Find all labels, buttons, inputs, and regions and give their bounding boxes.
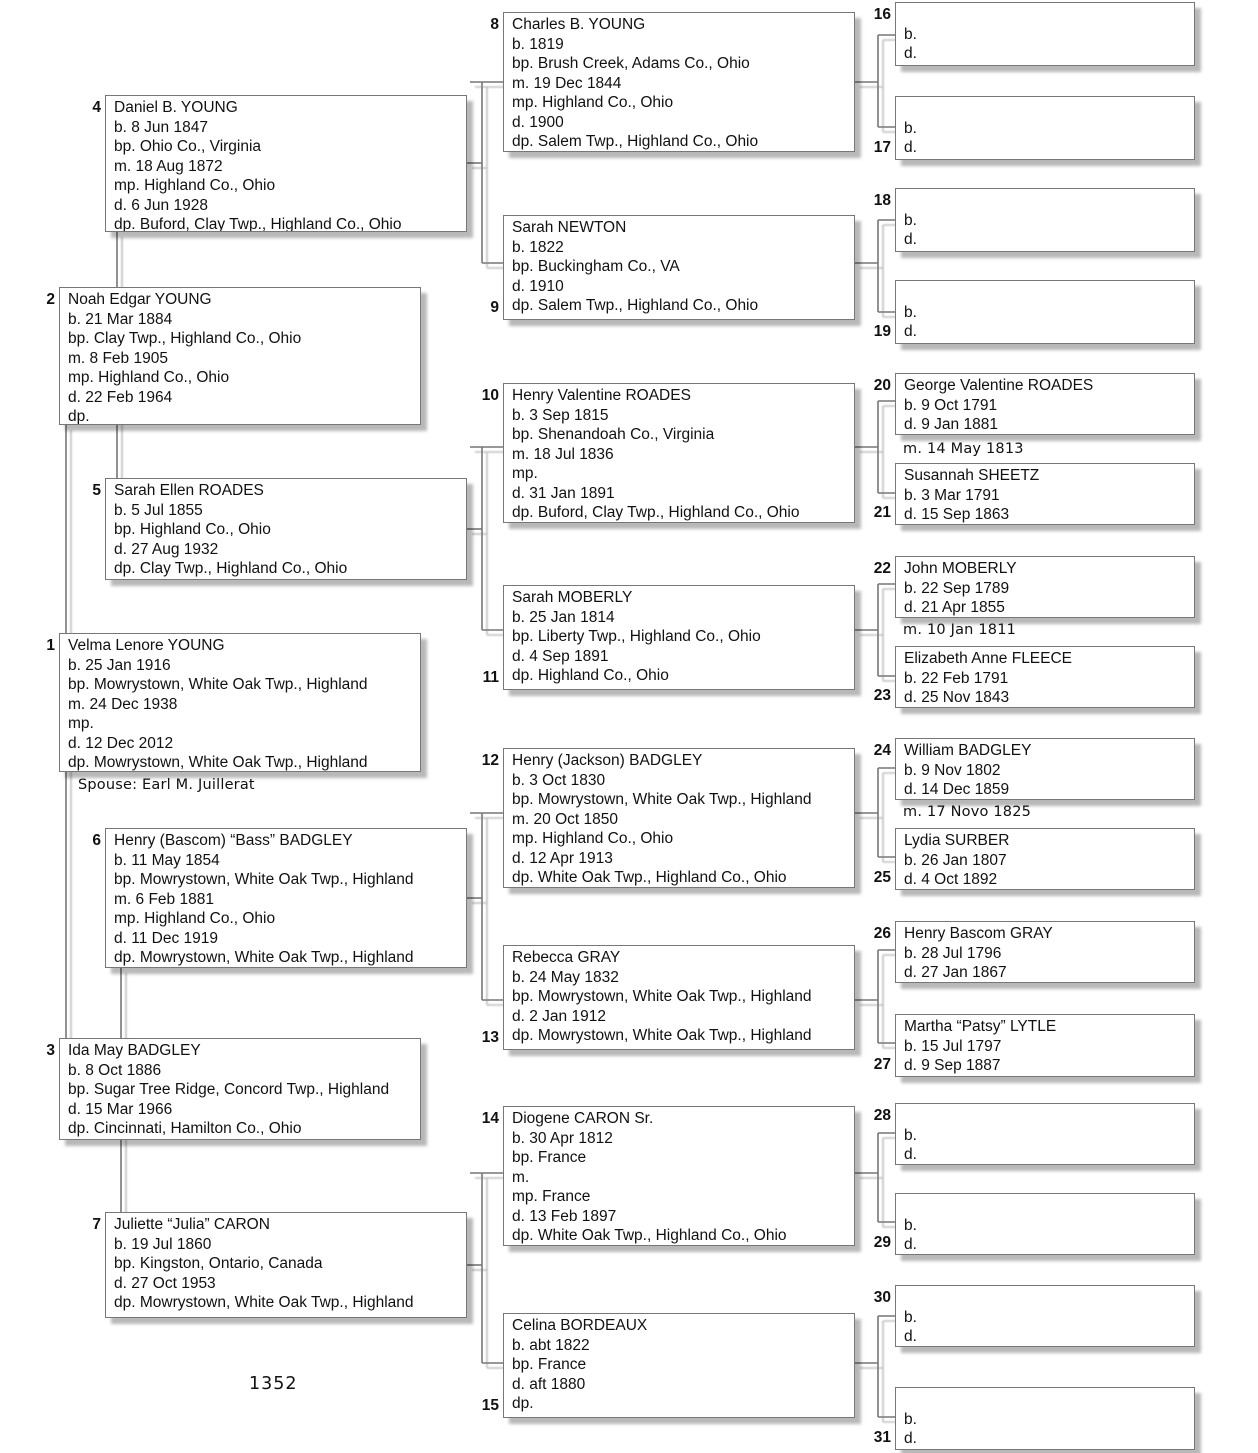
person-detail-line: d. 9 Sep 1887 bbox=[904, 1057, 1001, 1074]
person-detail-line: d. bbox=[904, 139, 917, 156]
person-number-18: 18 bbox=[873, 192, 891, 209]
person-detail-line: b. 9 Oct 1791 bbox=[904, 396, 998, 414]
person-detail-line: bp. France bbox=[512, 1356, 587, 1373]
person-number-13: 13 bbox=[481, 1029, 499, 1046]
person-detail-line: m. 8 Feb 1905 bbox=[68, 349, 168, 367]
marriage-date-label: m. 17 Novo 1825 bbox=[903, 804, 1032, 820]
person-detail-line: dp. Mowrystown, White Oak Twp., Highland bbox=[512, 1027, 812, 1044]
person-detail-line: mp. Highland Co., Ohio bbox=[512, 830, 674, 847]
person-detail-line: m. 6 Feb 1881 bbox=[114, 890, 214, 908]
person-name bbox=[904, 1390, 1188, 1410]
person-number-19: 19 bbox=[873, 323, 891, 340]
person-number-17: 17 bbox=[873, 139, 891, 156]
person-detail-line: d. bbox=[904, 323, 917, 340]
person-number-16: 16 bbox=[873, 6, 891, 23]
person-detail-line: b. 19 Jul 1860 bbox=[114, 1235, 212, 1253]
person-detail-line: m. 18 Jul 1836 bbox=[512, 445, 614, 463]
person-name: Daniel B. YOUNG bbox=[114, 99, 238, 116]
person-detail-line: dp. Buford, Clay Twp., Highland Co., Ohio bbox=[114, 216, 402, 232]
person-detail-line: d. 12 Dec 2012 bbox=[68, 734, 174, 752]
person-name: Diogene CARON Sr. bbox=[512, 1110, 654, 1127]
person-name: Elizabeth Anne FLEECE bbox=[904, 650, 1073, 667]
person-detail-line: dp. Clay Twp., Highland Co., Ohio bbox=[114, 560, 348, 577]
person-number-28: 28 bbox=[873, 1107, 891, 1124]
person-detail-line: b. 15 Jul 1797 bbox=[904, 1037, 1002, 1055]
person-detail-line: b. bbox=[904, 1308, 917, 1326]
person-number-22: 22 bbox=[873, 560, 891, 577]
person-name bbox=[904, 99, 1188, 119]
person-number-15: 15 bbox=[481, 1397, 499, 1414]
person-detail-line: m. bbox=[512, 1168, 530, 1186]
person-detail-line: d. 25 Nov 1843 bbox=[904, 689, 1010, 706]
person-detail-line: b. bbox=[904, 303, 917, 321]
person-detail-line: b. 26 Jan 1807 bbox=[904, 851, 1007, 869]
person-name: George Valentine ROADES bbox=[904, 377, 1094, 394]
person-name: Lydia SURBER bbox=[904, 832, 1010, 849]
person-detail-line: d. bbox=[904, 45, 917, 62]
person-detail-line: b. 28 Jul 1796 bbox=[904, 944, 1002, 962]
person-detail-line: dp. bbox=[68, 408, 90, 425]
person-box-22 bbox=[895, 556, 1195, 618]
person-detail-line: mp. Highland Co., Ohio bbox=[114, 177, 276, 194]
person-detail-line: b. bbox=[904, 1216, 917, 1234]
person-name: Noah Edgar YOUNG bbox=[68, 291, 212, 308]
person-detail-line: b. 11 May 1854 bbox=[114, 851, 220, 869]
person-detail-line: m. 20 Oct 1850 bbox=[512, 810, 618, 828]
person-detail-line: bp. Brush Creek, Adams Co., Ohio bbox=[512, 55, 750, 72]
person-box-20 bbox=[895, 373, 1195, 435]
person-name: Henry (Jackson) BADGLEY bbox=[512, 752, 703, 769]
person-number-30: 30 bbox=[873, 1289, 891, 1306]
person-detail-line: bp. Sugar Tree Ridge, Concord Twp., Highland bbox=[68, 1081, 390, 1098]
person-detail-line: dp. Buford, Clay Twp., Highland Co., Ohio bbox=[512, 504, 800, 521]
person-name: Sarah Ellen ROADES bbox=[114, 482, 264, 499]
person-name: Ida May BADGLEY bbox=[68, 1042, 201, 1059]
person-detail-line: d. 13 Feb 1897 bbox=[512, 1207, 617, 1225]
person-number-11: 11 bbox=[482, 669, 499, 686]
person-box-31 bbox=[895, 1387, 1195, 1450]
person-name bbox=[904, 1288, 1188, 1308]
person-detail-line: mp. France bbox=[512, 1188, 591, 1205]
person-detail-line: dp. bbox=[512, 1395, 534, 1412]
person-detail-line: d. 1910 bbox=[512, 277, 564, 295]
person-detail-line: d. bbox=[904, 1328, 917, 1345]
person-detail-line: b. 1822 bbox=[512, 238, 564, 256]
person-box-9 bbox=[503, 215, 855, 320]
person-name bbox=[904, 283, 1188, 303]
person-detail-line: m. 18 Aug 1872 bbox=[114, 157, 223, 175]
person-box-27 bbox=[895, 1014, 1195, 1077]
person-detail-line: dp. Highland Co., Ohio bbox=[512, 667, 669, 684]
person-detail-line: bp. Kingston, Ontario, Canada bbox=[114, 1255, 323, 1272]
person-detail-line: b. bbox=[904, 1410, 917, 1428]
person-detail-line: dp. Mowrystown, White Oak Twp., Highland bbox=[114, 1294, 414, 1311]
person-detail-line: b. 3 Mar 1791 bbox=[904, 486, 1000, 504]
person-box-18 bbox=[895, 188, 1195, 252]
person-name: Charles B. YOUNG bbox=[512, 16, 646, 33]
person-number-29: 29 bbox=[873, 1234, 891, 1251]
person-detail-line: dp. Cincinnati, Hamilton Co., Ohio bbox=[68, 1120, 302, 1137]
person-detail-line: b. bbox=[904, 211, 917, 229]
person-box-11 bbox=[503, 585, 855, 690]
person-box-28 bbox=[895, 1103, 1195, 1165]
person-detail-line: b. 30 Apr 1812 bbox=[512, 1129, 613, 1147]
person-box-24 bbox=[895, 738, 1195, 800]
person-detail-line: b. 8 Jun 1847 bbox=[114, 118, 208, 136]
person-name bbox=[904, 1106, 1188, 1126]
person-detail-line: dp. Mowrystown, White Oak Twp., Highland bbox=[114, 949, 414, 966]
person-number-4: 4 bbox=[92, 99, 101, 116]
person-detail-line: bp. France bbox=[512, 1149, 587, 1166]
person-detail-line: bp. Highland Co., Ohio bbox=[114, 521, 271, 538]
person-name: William BADGLEY bbox=[904, 742, 1032, 759]
person-detail-line: d. 31 Jan 1891 bbox=[512, 484, 615, 502]
person-box-2 bbox=[59, 287, 421, 425]
person-name: Martha “Patsy” LYTLE bbox=[904, 1018, 1057, 1035]
person-detail-line: mp. Highland Co., Ohio bbox=[512, 94, 674, 111]
person-box-7 bbox=[105, 1212, 467, 1318]
person-name: Henry (Bascom) “Bass” BADGLEY bbox=[114, 832, 353, 849]
person-detail-line: b. 3 Sep 1815 bbox=[512, 406, 609, 424]
person-detail-line: m. 24 Dec 1938 bbox=[68, 695, 178, 713]
person-number-12: 12 bbox=[481, 752, 499, 769]
person-box-4 bbox=[105, 95, 467, 232]
person-name: Juliette “Julia” CARON bbox=[114, 1216, 270, 1233]
page-number: 1352 bbox=[249, 1374, 298, 1394]
person-detail-line: b. 22 Feb 1791 bbox=[904, 669, 1009, 687]
person-detail-line: d. 21 Apr 1855 bbox=[904, 599, 1005, 616]
person-detail-line: b. abt 1822 bbox=[512, 1336, 590, 1354]
person-number-2: 2 bbox=[46, 291, 55, 308]
person-detail-line: b. 8 Oct 1886 bbox=[68, 1061, 162, 1079]
person-detail-line: d. bbox=[904, 1236, 917, 1253]
person-detail-line: d. 27 Aug 1932 bbox=[114, 540, 219, 558]
person-detail-line: bp. Mowrystown, White Oak Twp., Highland bbox=[114, 871, 414, 888]
person-name: Rebecca GRAY bbox=[512, 949, 621, 966]
person-number-7: 7 bbox=[92, 1216, 101, 1233]
person-detail-line: bp. Shenandoah Co., Virginia bbox=[512, 426, 715, 443]
person-detail-line: d. 6 Jun 1928 bbox=[114, 196, 208, 214]
person-detail-line: b. 22 Sep 1789 bbox=[904, 579, 1010, 597]
person-number-8: 8 bbox=[490, 16, 499, 33]
person-detail-line: dp. White Oak Twp., Highland Co., Ohio bbox=[512, 1227, 787, 1244]
person-detail-line: b. 1819 bbox=[512, 35, 564, 53]
person-box-8 bbox=[503, 12, 855, 152]
person-box-19 bbox=[895, 280, 1195, 344]
person-box-15 bbox=[503, 1313, 855, 1418]
marriage-date-label: m. 10 Jan 1811 bbox=[903, 622, 1017, 638]
person-detail-line: bp. Buckingham Co., VA bbox=[512, 258, 680, 275]
person-detail-line: d. 1900 bbox=[512, 113, 564, 131]
person-detail-line: bp. Clay Twp., Highland Co., Ohio bbox=[68, 330, 302, 347]
person-detail-line: d. 9 Jan 1881 bbox=[904, 416, 998, 433]
person-name: Susannah SHEETZ bbox=[904, 467, 1040, 484]
person-box-14 bbox=[503, 1106, 855, 1246]
person-detail-line: d. 4 Oct 1892 bbox=[904, 871, 998, 888]
person-box-29 bbox=[895, 1193, 1195, 1255]
person-detail-line: mp. Highland Co., Ohio bbox=[114, 910, 276, 927]
person-number-25: 25 bbox=[873, 869, 891, 886]
person-detail-line: dp. White Oak Twp., Highland Co., Ohio bbox=[512, 869, 787, 886]
person-detail-line: d. 27 Oct 1953 bbox=[114, 1274, 216, 1292]
person-name: Henry Valentine ROADES bbox=[512, 387, 691, 404]
person-name: Sarah NEWTON bbox=[512, 219, 627, 236]
person-detail-line: d. bbox=[904, 1146, 917, 1163]
person-detail-line: b. bbox=[904, 119, 917, 137]
person-detail-line: b. 24 May 1832 bbox=[512, 968, 619, 986]
person-box-23 bbox=[895, 646, 1195, 708]
person-detail-line: d. 22 Feb 1964 bbox=[68, 388, 173, 406]
person-detail-line: mp. bbox=[68, 715, 94, 732]
person-detail-line: b. 5 Jul 1855 bbox=[114, 501, 203, 519]
person-detail-line: d. bbox=[904, 1430, 917, 1447]
person-detail-line: b. 25 Jan 1916 bbox=[68, 656, 171, 674]
person-detail-line: bp. Mowrystown, White Oak Twp., Highland bbox=[68, 676, 368, 693]
person-box-16 bbox=[895, 2, 1195, 66]
person-box-12 bbox=[503, 748, 855, 888]
person-detail-line: mp. bbox=[512, 465, 538, 482]
person-detail-line: d. 12 Apr 1913 bbox=[512, 849, 613, 867]
person-box-1 bbox=[59, 633, 421, 772]
spouse-note: Spouse: Earl M. Juillerat bbox=[78, 777, 255, 793]
person-number-23: 23 bbox=[873, 687, 891, 704]
person-box-21 bbox=[895, 463, 1195, 525]
person-box-6 bbox=[105, 828, 467, 968]
person-box-5 bbox=[105, 478, 467, 580]
person-number-21: 21 bbox=[873, 504, 891, 521]
person-box-13 bbox=[503, 945, 855, 1050]
person-number-20: 20 bbox=[873, 377, 891, 394]
person-detail-line: bp. Mowrystown, White Oak Twp., Highland bbox=[512, 791, 812, 808]
person-detail-line: d. 11 Dec 1919 bbox=[114, 929, 218, 947]
person-number-14: 14 bbox=[481, 1110, 499, 1127]
person-number-1: 1 bbox=[46, 637, 55, 654]
person-detail-line: b. 3 Oct 1830 bbox=[512, 771, 606, 789]
person-name: Celina BORDEAUX bbox=[512, 1317, 648, 1334]
person-number-5: 5 bbox=[92, 482, 101, 499]
person-detail-line: bp. Liberty Twp., Highland Co., Ohio bbox=[512, 628, 761, 645]
person-box-30 bbox=[895, 1285, 1195, 1347]
person-detail-line: mp. Highland Co., Ohio bbox=[68, 369, 230, 386]
person-name: Velma Lenore YOUNG bbox=[68, 637, 225, 654]
person-name bbox=[904, 1196, 1188, 1216]
person-number-9: 9 bbox=[490, 299, 499, 316]
person-box-26 bbox=[895, 921, 1195, 983]
person-name: Henry Bascom GRAY bbox=[904, 925, 1053, 942]
person-detail-line: d. bbox=[904, 231, 917, 248]
person-detail-line: bp. Mowrystown, White Oak Twp., Highland bbox=[512, 988, 812, 1005]
person-box-17 bbox=[895, 96, 1195, 160]
person-name: Sarah MOBERLY bbox=[512, 589, 633, 606]
person-box-3 bbox=[59, 1038, 421, 1140]
person-detail-line: dp. Mowrystown, White Oak Twp., Highland bbox=[68, 754, 368, 771]
person-name: John MOBERLY bbox=[904, 560, 1017, 577]
person-name bbox=[904, 191, 1188, 211]
person-detail-line: b. 9 Nov 1802 bbox=[904, 761, 1001, 779]
person-detail-line: bp. Ohio Co., Virginia bbox=[114, 138, 262, 155]
person-detail-line: b. bbox=[904, 1126, 917, 1144]
person-number-6: 6 bbox=[92, 832, 101, 849]
person-detail-line: dp. Salem Twp., Highland Co., Ohio bbox=[512, 133, 759, 150]
person-detail-line: d. aft 1880 bbox=[512, 1375, 586, 1393]
person-detail-line: d. 15 Sep 1863 bbox=[904, 506, 1010, 523]
person-detail-line: b. 21 Mar 1884 bbox=[68, 310, 173, 328]
person-number-10: 10 bbox=[481, 387, 499, 404]
person-name bbox=[904, 5, 1188, 25]
person-number-24: 24 bbox=[873, 742, 891, 759]
person-detail-line: d. 2 Jan 1912 bbox=[512, 1007, 606, 1025]
marriage-date-label: m. 14 May 1813 bbox=[903, 441, 1024, 457]
person-box-10 bbox=[503, 383, 855, 523]
person-box-25 bbox=[895, 828, 1195, 890]
person-detail-line: b. 25 Jan 1814 bbox=[512, 608, 615, 626]
person-detail-line: d. 14 Dec 1859 bbox=[904, 781, 1010, 798]
person-number-26: 26 bbox=[873, 925, 891, 942]
person-detail-line: m. 19 Dec 1844 bbox=[512, 74, 622, 92]
person-number-27: 27 bbox=[873, 1056, 891, 1073]
person-detail-line: d. 4 Sep 1891 bbox=[512, 647, 609, 665]
person-detail-line: dp. Salem Twp., Highland Co., Ohio bbox=[512, 297, 759, 314]
person-number-3: 3 bbox=[46, 1042, 55, 1059]
person-detail-line: d. 15 Mar 1966 bbox=[68, 1100, 173, 1118]
person-number-31: 31 bbox=[873, 1429, 891, 1446]
person-detail-line: b. bbox=[904, 25, 917, 43]
person-detail-line: d. 27 Jan 1867 bbox=[904, 964, 1007, 981]
